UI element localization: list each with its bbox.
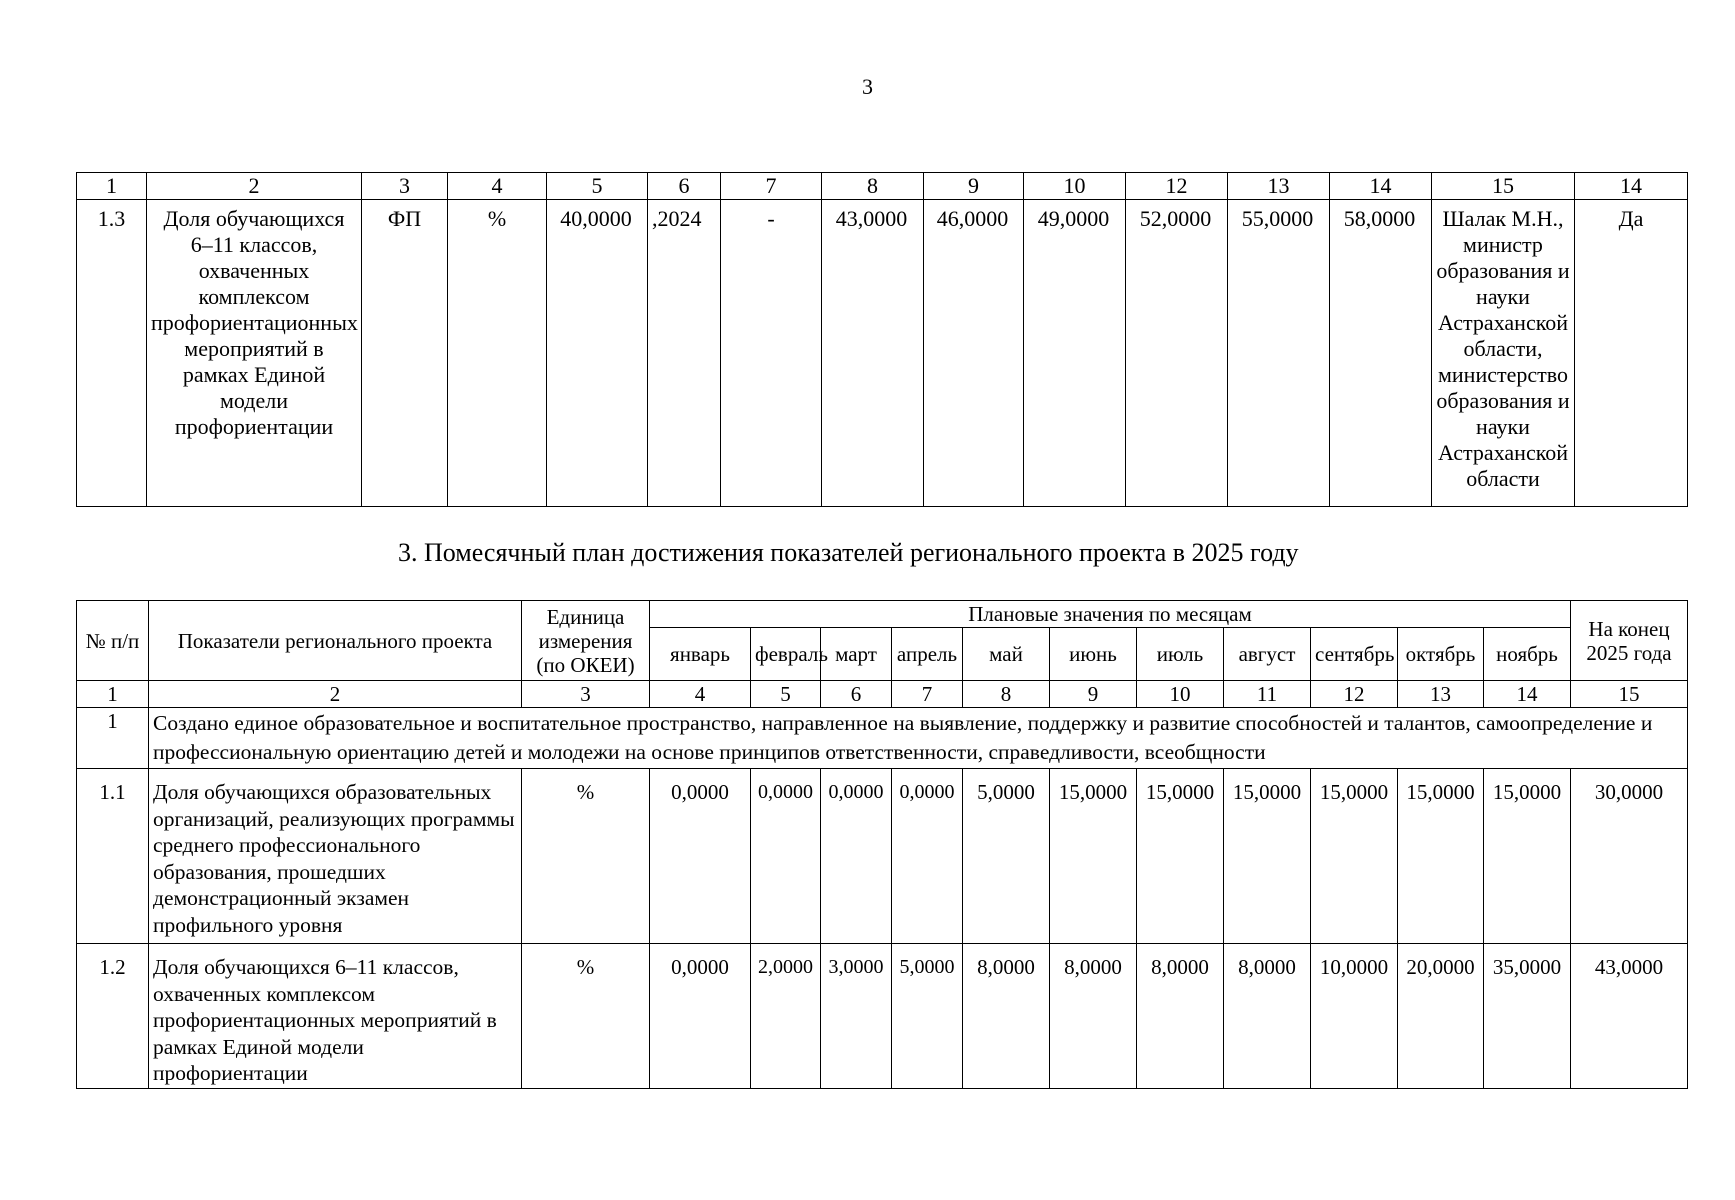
header-end-of-year: На конец 2025 года: [1571, 601, 1688, 681]
month-value: 0,0000: [650, 944, 751, 1089]
month-value: 0,0000: [650, 769, 751, 944]
month-header: июль: [1137, 628, 1224, 681]
month-value: 20,0000: [1398, 944, 1484, 1089]
column-number-row: [77, 681, 1688, 708]
column-number: 5: [751, 681, 821, 708]
table-row: [77, 769, 1688, 944]
month-value: 0,0000: [892, 769, 963, 944]
month-header: апрель: [892, 628, 963, 681]
month-header: май: [963, 628, 1050, 681]
column-number: 15: [1571, 681, 1688, 708]
column-number: 10: [1137, 681, 1224, 708]
month-value: 5,0000: [892, 944, 963, 1089]
column-number: 10: [1024, 173, 1126, 200]
month-value: 35,0000: [1484, 944, 1571, 1089]
end-of-year-value: 43,0000: [1571, 944, 1688, 1089]
column-number: 9: [1050, 681, 1137, 708]
header-row: [77, 601, 1688, 628]
unit: %: [448, 200, 547, 507]
table-row: [77, 944, 1688, 1089]
indicator-name: Доля обучающихся образовательных организаций, реализующих программы среднего профессионального образования, прошедших демонстрационный экзамен профильного уровня: [149, 769, 522, 944]
month-value: 0,0000: [751, 769, 821, 944]
month-value: 15,0000: [1137, 769, 1224, 944]
column-number-row: [77, 173, 1688, 200]
unit: %: [522, 769, 650, 944]
column-number: 13: [1228, 173, 1330, 200]
month-header: август: [1224, 628, 1311, 681]
month-value: 2,0000: [751, 944, 821, 1089]
month-value: 0,0000: [821, 769, 892, 944]
month-header: сентябрь: [1311, 628, 1398, 681]
row-number: 1.1: [77, 769, 149, 944]
month-header: январь: [650, 628, 751, 681]
column-number: 4: [650, 681, 751, 708]
year-value: 43,0000: [822, 200, 924, 507]
column-number: 15: [1432, 173, 1575, 200]
column-number: 1: [77, 681, 149, 708]
column-number: 13: [1398, 681, 1484, 708]
section-title: 3. Помесячный план достижения показателей регионального проекта в 2025 году: [398, 538, 1299, 567]
column-number: 6: [648, 173, 721, 200]
month-header: ноябрь: [1484, 628, 1571, 681]
column-number: 14: [1575, 173, 1688, 200]
column-number: 6: [821, 681, 892, 708]
year-value: 49,0000: [1024, 200, 1126, 507]
month-value: 8,0000: [963, 944, 1050, 1089]
goal-number: 1: [77, 708, 149, 769]
year-value: 55,0000: [1228, 200, 1330, 507]
month-value: 8,0000: [1137, 944, 1224, 1089]
month-value: 15,0000: [1311, 769, 1398, 944]
base-year: ,2024: [648, 200, 721, 507]
column-number: 12: [1311, 681, 1398, 708]
goal-text: Создано единое образовательное и воспитательное пространство, направленное на выявление, поддержку и развитие способностей и талантов, самоопределение и профессиональную ориентацию детей и молодежи на основе принципов ответственности, справедливости, всеобщности: [149, 708, 1688, 769]
column-number: 4: [448, 173, 547, 200]
year-value: 46,0000: [924, 200, 1024, 507]
column-number: 7: [892, 681, 963, 708]
indicator-name: Доля обучающихся 6–11 классов, охваченных комплексом профориентационных мероприятий в рамках Единой модели профориентации: [149, 944, 522, 1089]
monthly-plan-table: [76, 600, 1688, 1089]
goal-row: [77, 708, 1688, 769]
column-number: 9: [924, 173, 1024, 200]
column-number: 7: [721, 173, 822, 200]
column-number: 1: [77, 173, 147, 200]
month-header: март: [821, 628, 892, 681]
month-header: октябрь: [1398, 628, 1484, 681]
month-header: июнь: [1050, 628, 1137, 681]
column-number: 8: [822, 173, 924, 200]
column-number: 14: [1330, 173, 1432, 200]
column-7-value: -: [721, 200, 822, 507]
column-number: 3: [362, 173, 448, 200]
header-unit: Единица измерения (по ОКЕИ): [522, 601, 650, 681]
indicator-name: Доля обучающихся 6–11 классов, охваченных комплексом профориентационных мероприятий в рамках Единой модели профориентации: [147, 200, 362, 507]
column-number: 14: [1484, 681, 1571, 708]
column-number: 2: [149, 681, 522, 708]
row-number: 1.3: [77, 200, 147, 507]
column-number: 11: [1224, 681, 1311, 708]
row-number: 1.2: [77, 944, 149, 1089]
month-value: 15,0000: [1224, 769, 1311, 944]
month-value: 15,0000: [1398, 769, 1484, 944]
header-plan-group: Плановые значения по месяцам: [650, 601, 1571, 628]
column-number: 8: [963, 681, 1050, 708]
responsible: Шалак М.Н., министр образования и науки Астраханской области, министерство образования и науки Астраханской области: [1432, 200, 1575, 507]
month-value: 8,0000: [1224, 944, 1311, 1089]
header-num: № п/п: [77, 601, 149, 681]
column-number: 2: [147, 173, 362, 200]
year-value: 58,0000: [1330, 200, 1432, 507]
month-value: 10,0000: [1311, 944, 1398, 1089]
month-value: 8,0000: [1050, 944, 1137, 1089]
indicators-continuation-table: [76, 172, 1688, 507]
base-value: 40,0000: [547, 200, 648, 507]
column-number: 3: [522, 681, 650, 708]
page-number: 3: [862, 74, 873, 99]
end-of-year-value: 30,0000: [1571, 769, 1688, 944]
flag-value: Да: [1575, 200, 1688, 507]
month-value: 15,0000: [1484, 769, 1571, 944]
indicator-level: ФП: [362, 200, 448, 507]
table-row: [77, 200, 1688, 507]
month-value: 15,0000: [1050, 769, 1137, 944]
month-value: 5,0000: [963, 769, 1050, 944]
header-indicators: Показатели регионального проекта: [149, 601, 522, 681]
year-value: 52,0000: [1126, 200, 1228, 507]
month-header: февраль: [751, 628, 821, 681]
column-number: 12: [1126, 173, 1228, 200]
month-value: 3,0000: [821, 944, 892, 1089]
column-number: 5: [547, 173, 648, 200]
unit: %: [522, 944, 650, 1089]
